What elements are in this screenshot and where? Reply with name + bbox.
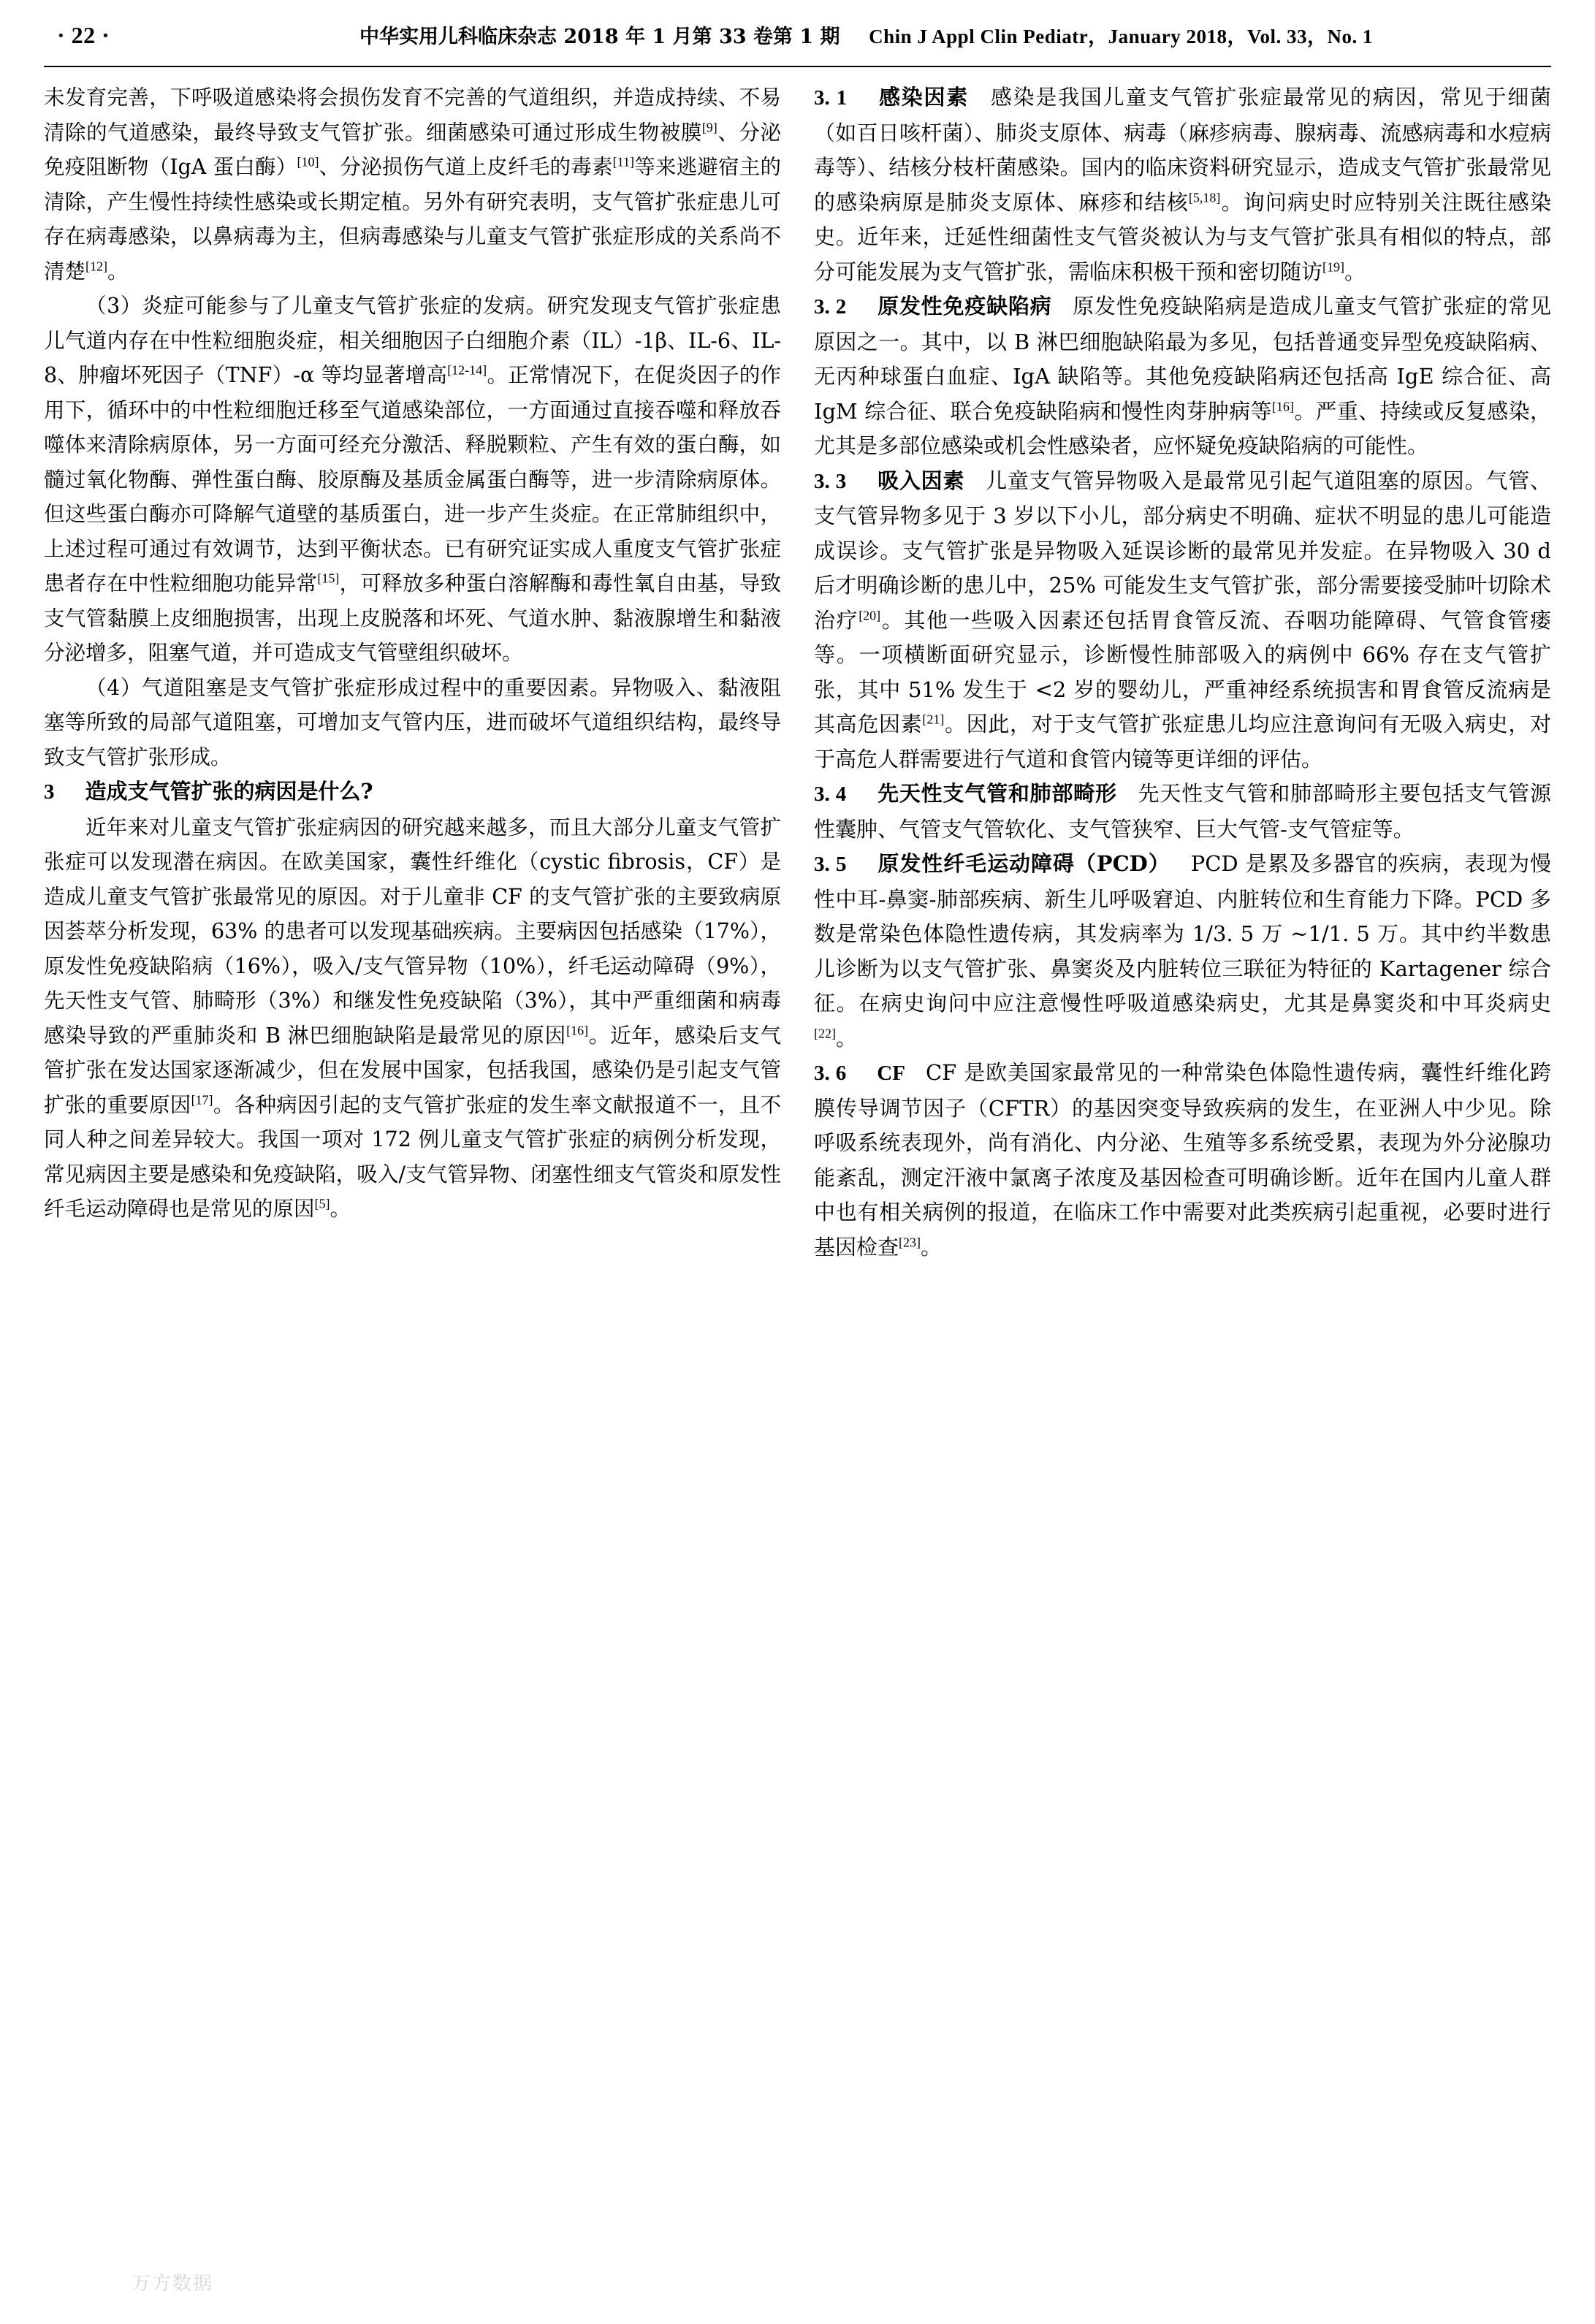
right-column xyxy=(796,80,1551,2301)
journal-citation xyxy=(181,20,1551,49)
section-3-4-number: 3. 4 xyxy=(814,782,847,806)
header-divider xyxy=(44,66,1551,67)
section-3-1-number: 3. 1 xyxy=(814,86,848,110)
section-3-6 xyxy=(814,1056,1551,1265)
section-3-2 xyxy=(814,289,1551,464)
section-3-number: 3 xyxy=(44,780,55,804)
paragraph-continued: 未发育完善，下呼吸道感染将会损伤发育不完善的气道组织，并造成持续、不易清除的气道感染，最终导致支气管扩张。细菌感染可通过形成生物被膜[9]、分泌免疫阻断物（IgA 蛋白酶）[10]、分泌损伤气道上皮纤毛的毒素[11]等来逃避宿主的清除，产生慢性持续性感染或长期定植。另外有研究表明，支气管扩张症患儿可存在病毒感染，以鼻病毒为主，但病毒感染与儿童支气管扩张症形成的关系尚不清楚[12]。 xyxy=(44,85,781,283)
section-3-5-number: 3. 5 xyxy=(814,853,847,876)
section-3-5-title: 原发性纤毛运动障碍（PCD） xyxy=(877,851,1170,876)
journal-title-cn: 中华实用儿科临床杂志 2018 年 1 月第 33 卷第 1 期 xyxy=(359,26,840,48)
section-3-6-title: CF xyxy=(877,1062,905,1085)
paragraph-inflammation: （3）炎症可能参与了儿童支气管扩张症的发病。研究发现支气管扩张症患儿气道内存在中性粒细胞炎症，相关细胞因子白细胞介素（IL）-1β、IL-6、IL-8、肿瘤坏死因子（TNF）-α 等均显著增高[12-14]。正常情况下，在促炎因子的作用下，循环中的中性粒细胞迁移至气道感染部位，一方面通过直接吞噬和释放吞噬体来清除病原体，另一方面可经充分激活、释脱颗粒、产生有效的蛋白酶，如髓过氧化物酶、弹性蛋白酶、胶原酶及基质金属蛋白酶等，进一步清除病原体。但这些蛋白酶亦可降解气道壁的基质蛋白，进一步产生炎症。在正常肺组织中，上述过程可通过有效调节，达到平衡状态。已有研究证实成人重度支气管扩张症患者存在中性粒细胞功能异常[15]，可释放多种蛋白溶解酶和毒性氧自由基，导致支气管黏膜上皮细胞损害，出现上皮脱落和坏死、气道水肿、黏液腺增生和黏液分泌增多，阻塞气道，并可造成支气管壁组织破坏。 xyxy=(44,294,781,665)
section-3-3-text: 儿童支气管异物吸入是最常见引起气道阻塞的原因。气管、支气管异物多见于 3 岁以下小儿，部分病史不明确、症状不明显的患儿可能造成误诊。支气管扩张是异物吸入延误诊断的最常见并发症。在异物吸入 30 d 后才明确诊断的患儿中，25% 可能发生支气管扩张，部分需要接受肺叶切除术治疗[20]。其他一些吸入因素还包括胃食管反流、吞咽功能障碍、气管食管瘘等。一项横断面研究显示，诊断慢性肺部吸入的病例中 66% 存在支气管扩张，其中 51% 发生于 <2 岁的婴幼儿，严重神经系统损害和胃食管反流病是其高危因素[21]。因此，对于支气管扩张症患儿均应注意询问有无吸入病史，对于高危人群需要进行气道和食管内镜等更详细的评估。 xyxy=(814,468,1551,772)
section-3-6-number: 3. 6 xyxy=(814,1062,847,1085)
watermark: 万方数据 xyxy=(132,2273,214,2295)
journal-title-en: Chin J Appl Clin Pediatr，January 2018，Vol. 33，No. 1 xyxy=(869,26,1373,47)
article-body xyxy=(44,80,1551,2301)
section-3-3 xyxy=(814,464,1551,777)
section-3-5-text: PCD 是累及多器官的疾病，表现为慢性中耳-鼻窦-肺部疾病、新生儿呼吸窘迫、内脏转位和生育能力下降。PCD 多数是常染色体隐性遗传病，其发病率为 1/3. 5 万 ~1/1. 5 万。其中约半数患儿诊断为以支气管扩张、鼻窦炎及内脏转位三联征为特征的 Kartagener 综合征。在病史询问中应注意慢性呼吸道感染病史，尤其是鼻窦炎和中耳炎病史[22]。 xyxy=(814,851,1552,1051)
paragraph-etiology: 近年来对儿童支气管扩张症病因的研究越来越多，而且大部分儿童支气管扩张症可以发现潜在病因。在欧美国家，囊性纤维化（cystic fibrosis，CF）是造成儿童支气管扩张最常见的原因。对于儿童非 CF 的支气管扩张的主要致病原因荟萃分析发现，63% 的患者可以发现基础疾病。主要病因包括感染（17%），原发性免疫缺陷病（16%），吸入/支气管异物（10%），纤毛运动障碍（9%），先天性支气管、肺畸形（3%）和继发性免疫缺陷（3%），其中严重细菌和病毒感染导致的严重肺炎和 B 淋巴细胞缺陷是最常见的原因[16]。近年，感染后支气管扩张在发达国家逐渐减少，但在发展中国家，包括我国，感染仍是引起支气管扩张的重要原因[17]。各种病因引起的支气管扩张症的发生率文献报道不一，且不同人种之间差异较大。我国一项对 172 例儿童支气管扩张症的病例分析发现，常见病因主要是感染和免疫缺陷，吸入/支气管异物、闭塞性细支气管炎和原发性纤毛运动障碍也是常见的原因[5]。 xyxy=(44,815,781,1221)
section-3-4 xyxy=(814,777,1551,847)
left-column xyxy=(44,80,796,2301)
section-3-title: 造成支气管扩张的病因是什么? xyxy=(85,779,373,804)
section-3-1-title: 感染因素 xyxy=(878,85,970,110)
section-3-1-text: 感染是我国儿童支气管扩张症最常见的病因，常见于细菌（如百日咳杆菌）、肺炎支原体、病毒（麻疹病毒、腺病毒、流感病毒和水痘病毒等）、结核分枝杆菌感染。国内的临床资料研究显示，造成支气管扩张最常见的感染病原是肺炎支原体、麻疹和结核[5,18]。询问病史时应特别关注既往感染史。近年来，迁延性细菌性支气管炎被认为与支气管扩张具有相似的特点，部分可能发展为支气管扩张，需临床积极干预和密切随访[19]。 xyxy=(814,85,1551,284)
section-3-4-text: 先天性支气管和肺部畸形主要包括支气管源性囊肿、气管支气管软化、支气管狭窄、巨大气管-支气管症等。 xyxy=(814,781,1551,842)
section-3-6-text: CF 是欧美国家最常见的一种常染色体隐性遗传病，囊性纤维化跨膜传导调节因子（CFTR）的基因突变导致疾病的发生，在亚洲人中少见。除呼吸系统表现外，尚有消化、内分泌、生殖等多系统受累，表现为外分泌腺功能紊乱，测定汗液中氯离子浓度及基因检查可明确诊断。近年在国内儿童人群中也有相关病例的报道，在临床工作中需要对此类疾病引起重视，必要时进行基因检查[23]。 xyxy=(814,1060,1551,1260)
section-3-2-number: 3. 2 xyxy=(814,295,847,319)
section-3-1 xyxy=(814,80,1551,289)
section-3-2-text: 原发性免疫缺陷病是造成儿童支气管扩张症的常见原因之一。其中，以 B 淋巴细胞缺陷最为多见，包括普通变异型免疫缺陷病、无丙种球蛋白血症、IgA 缺陷等。其他免疫缺陷病还包括高 IgE 综合征、高 IgM 综合征、联合免疫缺陷病和慢性肉芽肿病等[16]。严重、持续或反复感染，尤其是多部位感染或机会性感染者，应怀疑免疫缺陷病的可能性。 xyxy=(814,294,1551,458)
section-3-2-title: 原发性免疫缺陷病 xyxy=(877,294,1052,319)
section-3-3-number: 3. 3 xyxy=(814,469,847,493)
running-head xyxy=(44,20,1551,63)
section-3-3-title: 吸入因素 xyxy=(877,468,965,493)
section-3-4-title: 先天性支气管和肺部畸形 xyxy=(877,781,1117,806)
page-number: · 22 · xyxy=(57,22,110,48)
section-3-5 xyxy=(814,847,1551,1056)
section-3-heading xyxy=(44,774,781,810)
paragraph-obstruction: （4）气道阻塞是支气管扩张症形成过程中的重要因素。异物吸入、黏液阻塞等所致的局部气道阻塞，可增加支气管内压，进而破坏气道组织结构，最终导致支气管扩张形成。 xyxy=(44,675,781,769)
